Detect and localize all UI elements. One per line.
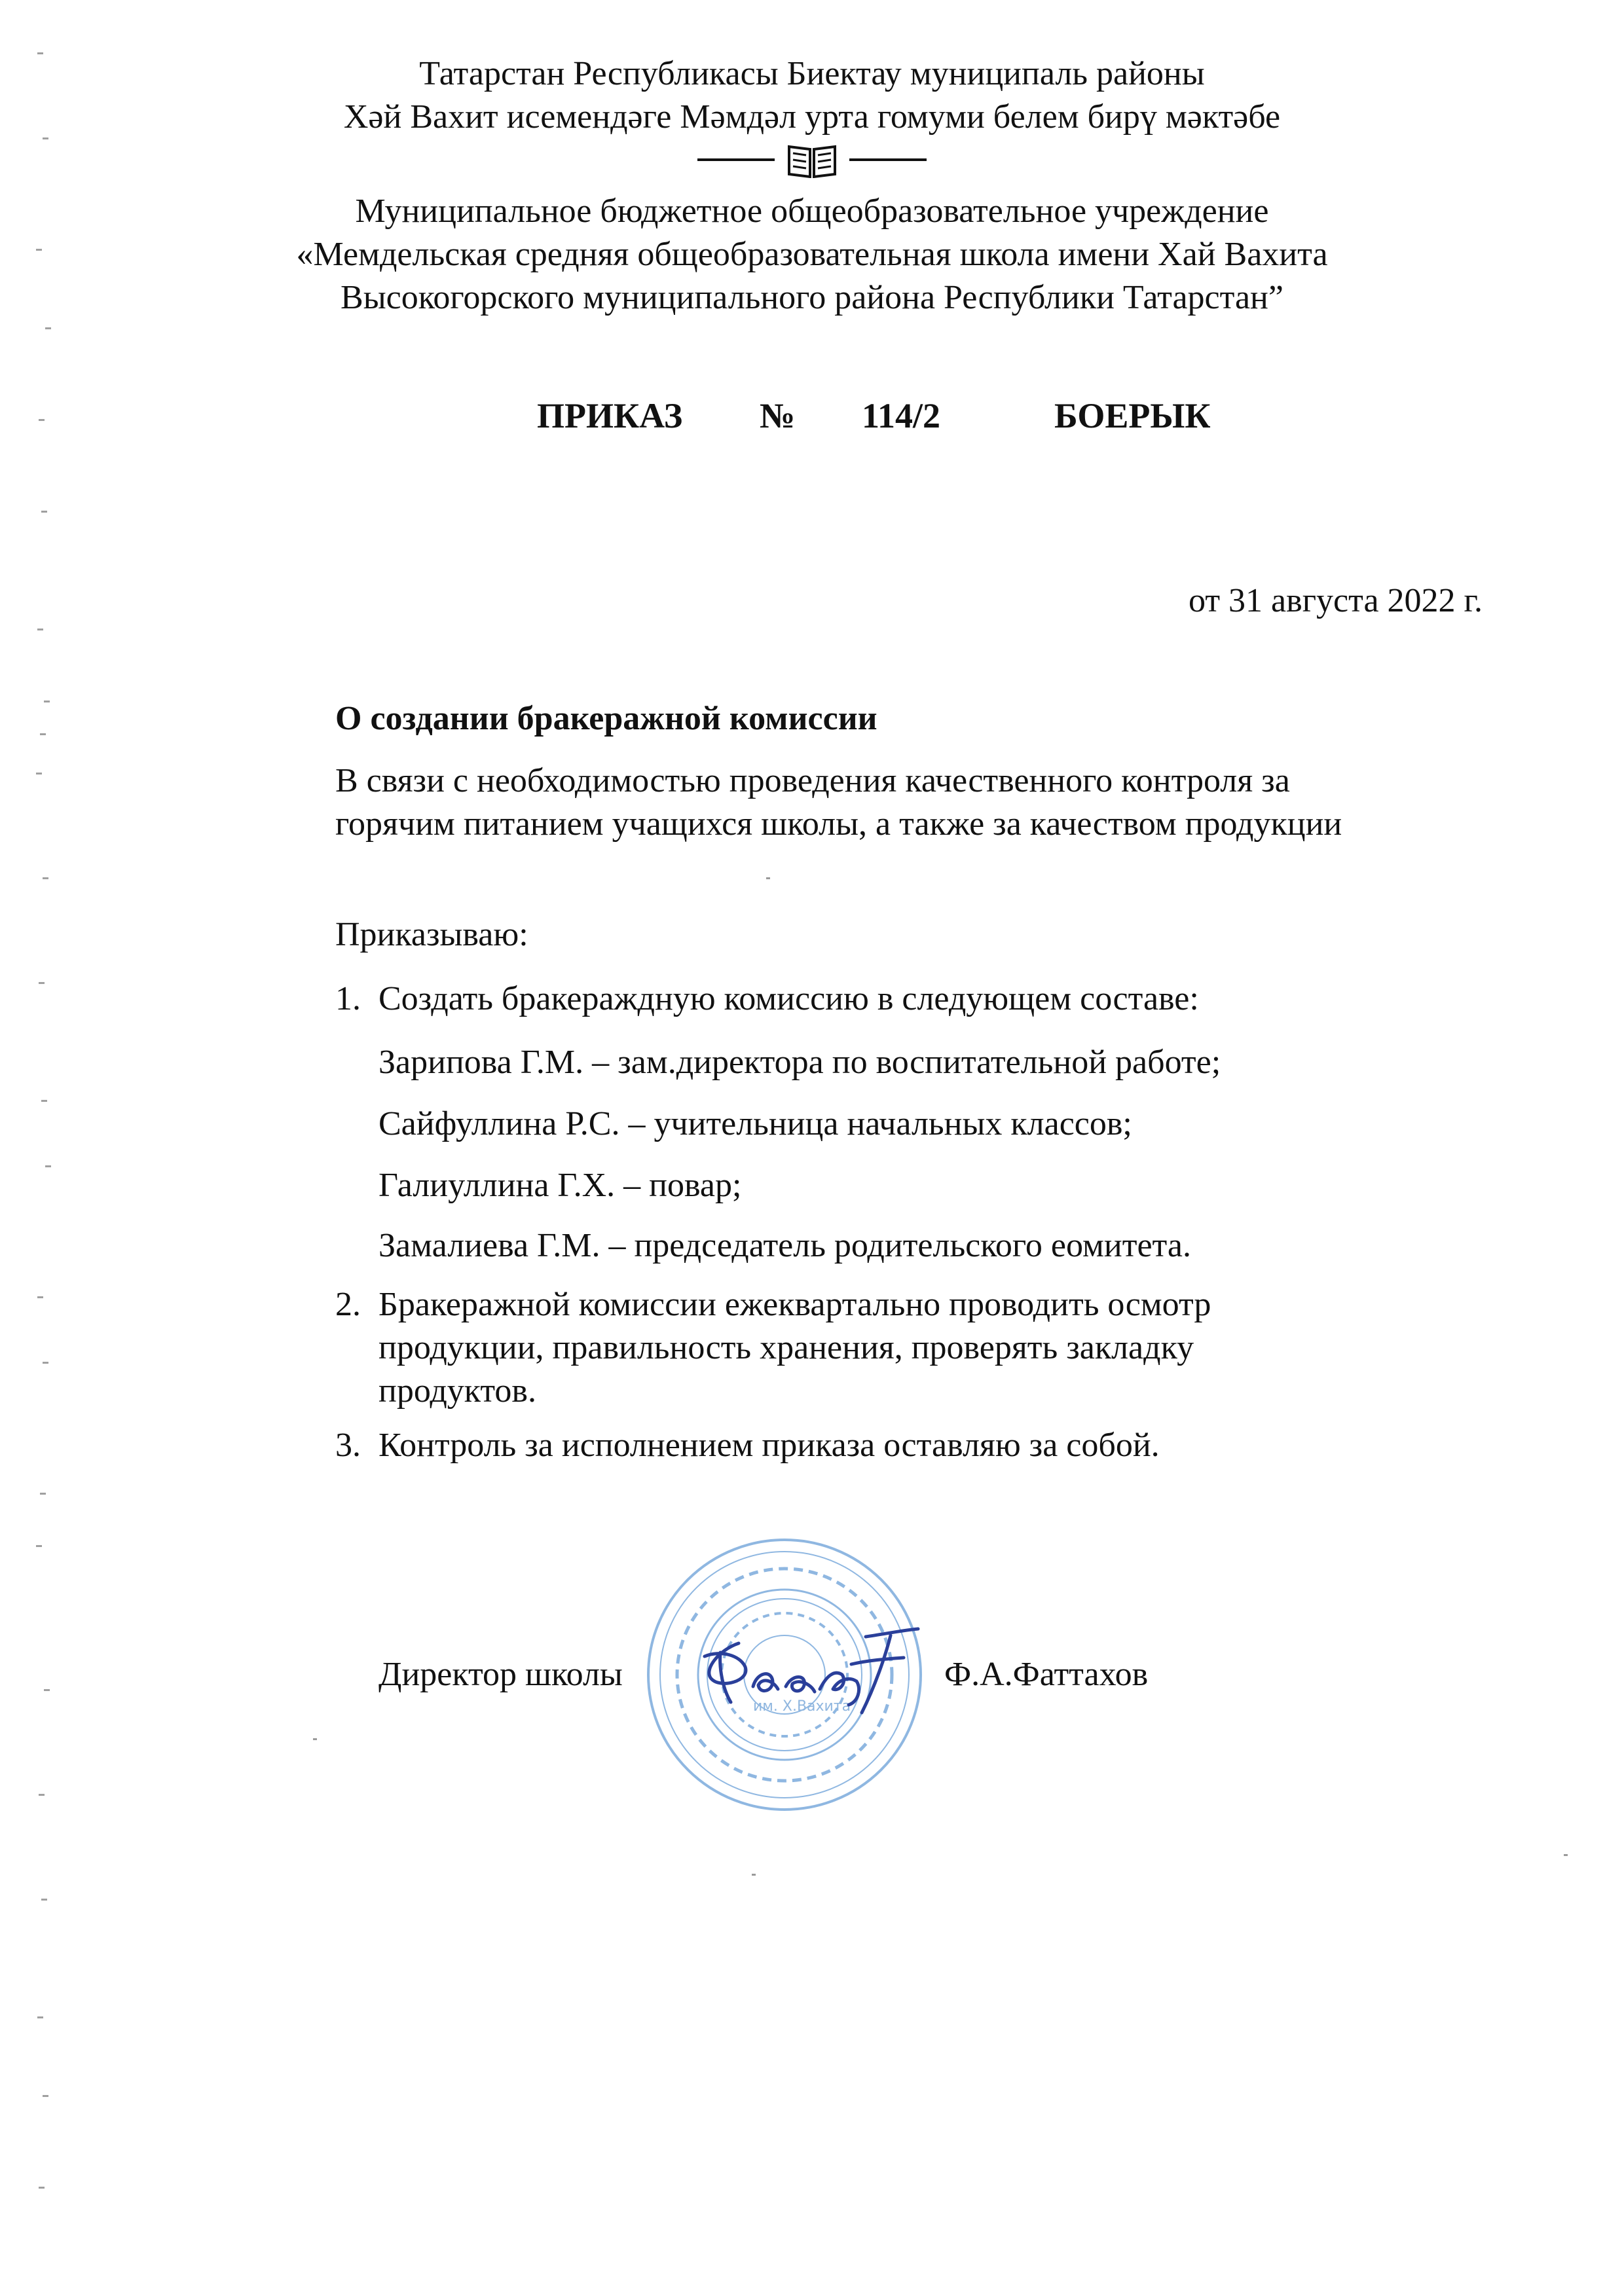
header-russian <box>0 190 1624 319</box>
header-tatar-line-1: Татарстан Республикасы Биектау муниципаль районы <box>419 55 1205 92</box>
list-item-number: 1. <box>335 980 361 1017</box>
list-item-number: 2. <box>335 1286 361 1323</box>
order-subject: О создании бракеражной комиссии <box>335 700 877 737</box>
scan-dot <box>752 1874 756 1876</box>
scan-edge-marks <box>36 52 75 2213</box>
commission-member: Сайфуллина Р.С. – учительница начальных классов; <box>378 1105 1132 1142</box>
commission-member: Галиуллина Г.Х. – повар; <box>378 1167 742 1204</box>
header-emblem <box>0 140 1624 179</box>
header-tatar <box>0 52 1624 139</box>
stamp-partial-text: им. Х.Вахита <box>753 1698 851 1715</box>
order-number: 114/2 <box>862 396 941 435</box>
header-russian-line-2: «Мемдельская средняя общеобразовательная школа имени Хай Вахита <box>296 236 1328 273</box>
commission-member: Замалиева Г.М. – председатель родительского еомитета. <box>378 1227 1191 1264</box>
preamble-line-2: горячим питанием учащихся школы, а также за качеством продукции <box>335 805 1342 843</box>
header-tatar-line-2: Хәй Вахит исемендәге Мәмдәл урта гомуми белем бирү мәктәбе <box>343 98 1281 136</box>
preamble <box>335 759 1342 846</box>
order-title-russian: ПРИКАЗ <box>537 396 683 435</box>
signatory-name: Ф.А.Фаттахов <box>944 1656 1149 1693</box>
scan-dot <box>1564 1854 1568 1856</box>
order-number-sign: № <box>760 396 796 435</box>
handwritten-signature <box>694 1624 930 1722</box>
scan-dot <box>766 877 770 879</box>
header-russian-line-3: Высокогорского муниципального района Республики Татарстан” <box>341 279 1283 316</box>
list-item-text <box>378 1424 1160 1467</box>
emblem-rule-left <box>697 158 775 161</box>
commission-member: Зарипова Г.М. – зам.директора по воспитательной работе; <box>378 1044 1221 1081</box>
preamble-line-1: В связи с необходимостью проведения качественного контроля за <box>335 762 1290 799</box>
order-title-tatar: БОЕРЫК <box>1054 396 1211 435</box>
list-item-number: 3. <box>335 1427 361 1464</box>
list-item-text <box>378 1283 1211 1413</box>
order-directive-word: Приказываю: <box>335 916 528 953</box>
list-item-line: Контроль за исполнением приказа оставляю за собой. <box>378 1427 1160 1464</box>
list-item-line: Бракеражной комиссии ежеквартально проводить осмотр <box>378 1286 1211 1323</box>
signatory-title: Директор школы <box>378 1656 623 1693</box>
list-item-line: Создать бракераждную комиссию в следующем составе: <box>378 980 1199 1017</box>
open-book-icon <box>786 141 838 178</box>
emblem-rule-right <box>849 158 927 161</box>
list-item-text <box>378 977 1199 1021</box>
scan-dot <box>313 1738 317 1740</box>
list-item-line: продуктов. <box>378 1372 536 1410</box>
list-item-line: продукции, правильность хранения, проверять закладку <box>378 1329 1194 1366</box>
order-date: от 31 августа 2022 г. <box>1189 582 1483 619</box>
header-russian-line-1: Муниципальное бюджетное общеобразовательное учреждение <box>355 192 1269 230</box>
